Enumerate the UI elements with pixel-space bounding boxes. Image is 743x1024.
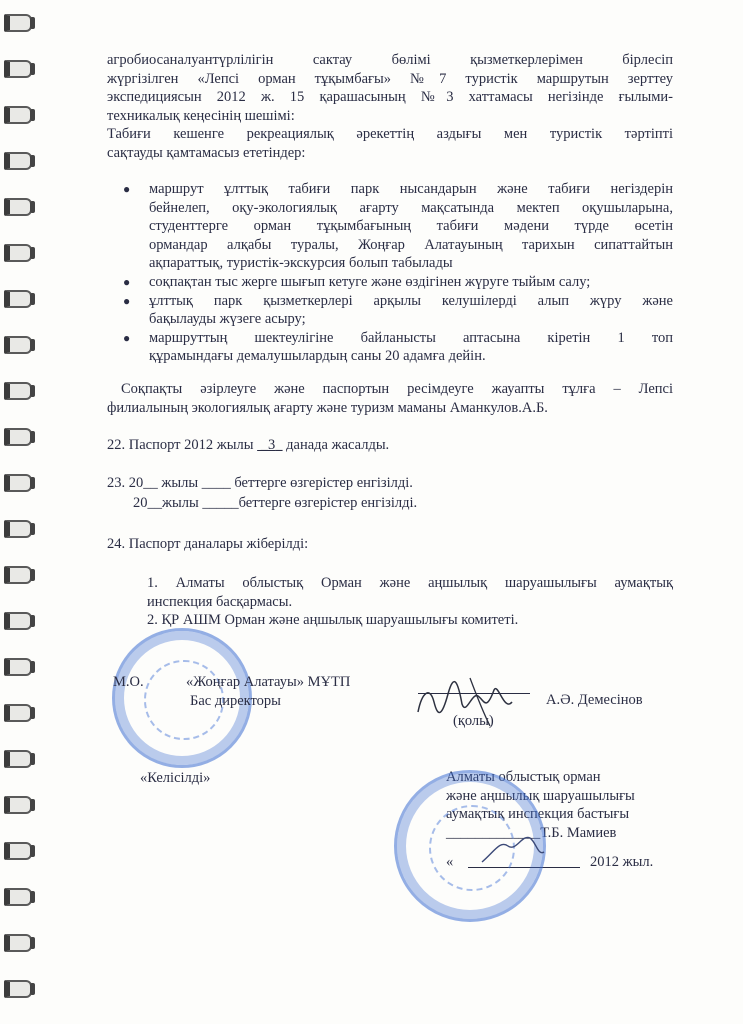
recipient-line: 2. ҚР АШМ Орман және аңшылық шаруашылығы комитеті.	[147, 612, 519, 629]
intro-line: агробиосаналуантүрлілігін сактау бөлімі қызметкерлерімен бірлесіп	[107, 52, 673, 68]
binding-hole	[30, 17, 35, 29]
approval-org-line: және аңшылық шаруашылығы	[446, 787, 635, 804]
date-open-quote: «	[446, 854, 454, 870]
binding-ring	[4, 474, 32, 492]
binding-hole	[30, 155, 35, 167]
intro-line: жүргізілген «Лепсі орман тұқымбағы» №7 туристік маршрутын зерттеу	[107, 70, 673, 87]
recipient-line: инспекция басқармасы.	[147, 593, 293, 610]
approval-org-line: Алматы облыстық орман	[446, 769, 601, 785]
binding-hole	[30, 615, 35, 627]
list-line: маршруттың шектеулігіне байланысты аптасына кіретін 1 топ	[149, 329, 673, 346]
list-item	[117, 292, 673, 329]
item-22: 22. Паспорт 2012 жылы _3_ данада жасалды.	[107, 437, 390, 453]
item-23-line1: 23. 20__ жылы ____ беттерге өзгерістер енгізілді.	[107, 475, 413, 491]
responsible-line: Соқпақты әзірлеуге және паспортын ресімдеуге жауапты тұлға – Лепсі	[121, 381, 673, 397]
binding-ring	[4, 888, 32, 906]
intro-line: сақтауды қамтамасыз ететіндер:	[107, 144, 306, 161]
binding-hole	[30, 661, 35, 673]
binding-hole	[30, 63, 35, 75]
recipient-line: 1. Алматы облыстық Орман және аңшылық шаруашылығы аумақтық	[147, 575, 673, 591]
binding-ring	[4, 428, 32, 446]
binding-ring	[4, 750, 32, 768]
binding-ring	[4, 198, 32, 216]
director-signature	[412, 672, 524, 728]
item-24-heading: 24. Паспорт даналары жіберілді:	[107, 536, 309, 552]
binding-ring	[4, 244, 32, 262]
binding-ring	[4, 980, 32, 998]
intro-paragraph	[107, 51, 673, 163]
binding-hole	[30, 293, 35, 305]
bullet-icon: ●	[123, 182, 131, 196]
list-line: құрамындағы демалушылардың саны 20 адамға дейін.	[149, 348, 486, 365]
binding-ring	[4, 382, 32, 400]
binding-hole	[30, 799, 35, 811]
recipients-list	[147, 574, 673, 630]
binding-ring	[4, 934, 32, 952]
spiral-binding	[0, 0, 40, 1024]
bullet-icon: ●	[123, 274, 131, 289]
item-23-line2: 20__жылы _____беттерге өзгерістер енгізілді.	[133, 495, 418, 511]
mo-label: М.О.	[113, 674, 144, 690]
binding-ring	[4, 14, 32, 32]
binding-hole	[30, 891, 35, 903]
binding-hole	[30, 937, 35, 949]
list-item	[117, 273, 673, 292]
binding-hole	[30, 339, 35, 351]
binding-ring	[4, 336, 32, 354]
org-name: «Жоңғар Алатауы» МҰТП	[186, 674, 351, 690]
approval-org-line: аумақтық инспекция бастығы	[446, 806, 630, 823]
list-line: бақылауды жүзеге асыру;	[149, 311, 306, 328]
binding-ring	[4, 152, 32, 170]
agreed-label: «Келісілді»	[140, 770, 211, 786]
list-line: студенттерге орман тұқымбағының табиғи мәдени түрде өсетін	[149, 218, 673, 235]
binding-ring	[4, 60, 32, 78]
binding-hole	[30, 569, 35, 581]
bullet-icon: ●	[123, 293, 131, 308]
list-line: бейнелеп, оқу-экологиялық ағарту мақсатында мектеп оқушыларына,	[149, 199, 673, 216]
binding-ring	[4, 658, 32, 676]
inspector-signature	[478, 822, 548, 872]
binding-hole	[30, 247, 35, 259]
measures-list	[117, 180, 673, 366]
intro-line: Табиғи кешенге рекреациялық әрекеттің аздығы мен туристік тәртіпті	[107, 126, 673, 143]
responsible-paragraph	[107, 380, 673, 417]
binding-ring	[4, 566, 32, 584]
binding-hole	[30, 845, 35, 857]
list-line: ормандар алқабы туралы, Жоңғар Алатауының тарихын сипаттайтын	[149, 236, 673, 253]
date-year: 2012 жыл.	[590, 854, 654, 870]
bullet-icon: ●	[123, 330, 131, 345]
list-line: соқпақтан тыс жерге шығып кетуге және өздігінен жүруге тыйым салу;	[149, 273, 591, 290]
responsible-line: филиалының экологиялық ағарту және туризм маманы Аманкулов.А.Б.	[107, 399, 548, 416]
list-line: маршрут ұлттық табиғи парк нысандарын және табиғи негіздерін	[149, 181, 673, 197]
binding-hole	[30, 109, 35, 121]
binding-hole	[30, 477, 35, 489]
list-line: ұлттық парк қызметкерлері арқылы келушілерді алып жүру және	[149, 292, 673, 309]
copies-count: 3	[268, 437, 276, 453]
sign-caption: (қолы)	[453, 713, 494, 729]
list-item	[117, 329, 673, 366]
binding-ring	[4, 520, 32, 538]
binding-ring	[4, 612, 32, 630]
intro-line: техникалық кеңесінің шешімі:	[107, 107, 295, 124]
binding-hole	[30, 201, 35, 213]
approval-signatory: _____________Т.Б. Мамиев	[446, 824, 617, 841]
binding-hole	[30, 753, 35, 765]
item-22-suffix: данада жасалды.	[282, 437, 390, 453]
item-22-prefix: 22. Паспорт 2012 жылы	[107, 437, 258, 453]
intro-line: экспедициясын 2012 ж. 15 қарашасының №3 хаттамасы негізінде ғылыми-	[107, 89, 673, 106]
binding-hole	[30, 385, 35, 397]
binding-ring	[4, 290, 32, 308]
binding-hole	[30, 707, 35, 719]
binding-ring	[4, 704, 32, 722]
director-name: А.Ә. Демесінов	[546, 692, 643, 708]
binding-hole	[30, 431, 35, 443]
binding-ring	[4, 842, 32, 860]
list-item	[117, 180, 673, 273]
binding-ring	[4, 106, 32, 124]
binding-hole	[30, 523, 35, 535]
list-line: ақпараттық, туристік-экскурсия болып табылады	[149, 255, 453, 272]
binding-ring	[4, 796, 32, 814]
director-position: Бас директоры	[190, 693, 281, 709]
binding-hole	[30, 983, 35, 995]
